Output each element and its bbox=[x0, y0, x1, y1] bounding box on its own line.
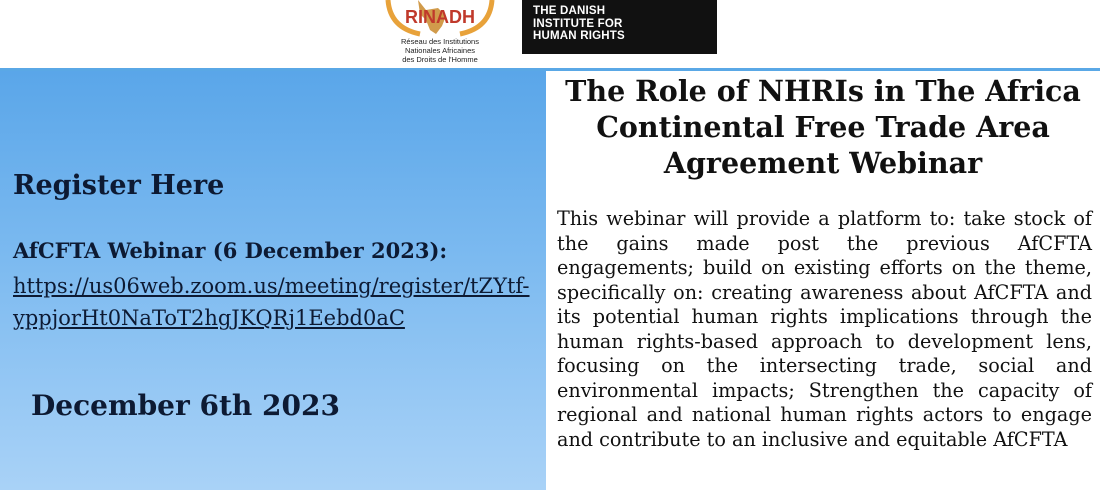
rinadh-acronym: RINADH bbox=[405, 7, 475, 27]
rinadh-caption bbox=[380, 37, 500, 64]
register-title: Register Here bbox=[13, 170, 225, 201]
dihr-logo-line: HUMAN RIGHTS bbox=[533, 30, 625, 42]
webinar-description: This webinar will provide a platform to: take stock of the gains made post the previous AfCFTA engagements; build on existing efforts on the theme, specifically on: creating awareness about AfCFTA and its potential human rights implications through the human rights-based approach to development lens, focusing on the intersecting trade, social and environmental impacts; Strengthen the capacity of regional and national human rights actors to engage and contribute to an inclusive and equitable AfCFTA bbox=[557, 207, 1092, 451]
description-panel bbox=[546, 71, 1100, 490]
rinadh-emblem-icon bbox=[380, 0, 500, 40]
registration-panel bbox=[0, 71, 546, 490]
registration-link[interactable]: https://us06web.zoom.us/meeting/register/tZYtf-yppjorHt0NaToT2hgJKQRj1Eebd0aC bbox=[13, 274, 530, 330]
rinadh-caption-line: Nationales Africaines bbox=[404, 46, 476, 55]
webinar-label: AfCFTA Webinar (6 December 2023): bbox=[13, 238, 448, 263]
dihr-logo-line: INSTITUTE FOR bbox=[533, 17, 623, 30]
dihr-logo-line: THE DANISH bbox=[533, 5, 606, 17]
event-date: December 6th 2023 bbox=[31, 389, 340, 422]
page-header bbox=[0, 0, 1100, 70]
danish-institute-logo bbox=[522, 0, 717, 54]
rinadh-caption-line: Réseau des Institutions bbox=[401, 37, 479, 46]
rinadh-caption-line: des Droits de l'Homme bbox=[402, 55, 478, 64]
webinar-title: The Role of NHRIs in The Africa Continental Free Trade Area Agreement Webinar bbox=[565, 74, 1081, 180]
rinadh-logo bbox=[380, 0, 500, 70]
